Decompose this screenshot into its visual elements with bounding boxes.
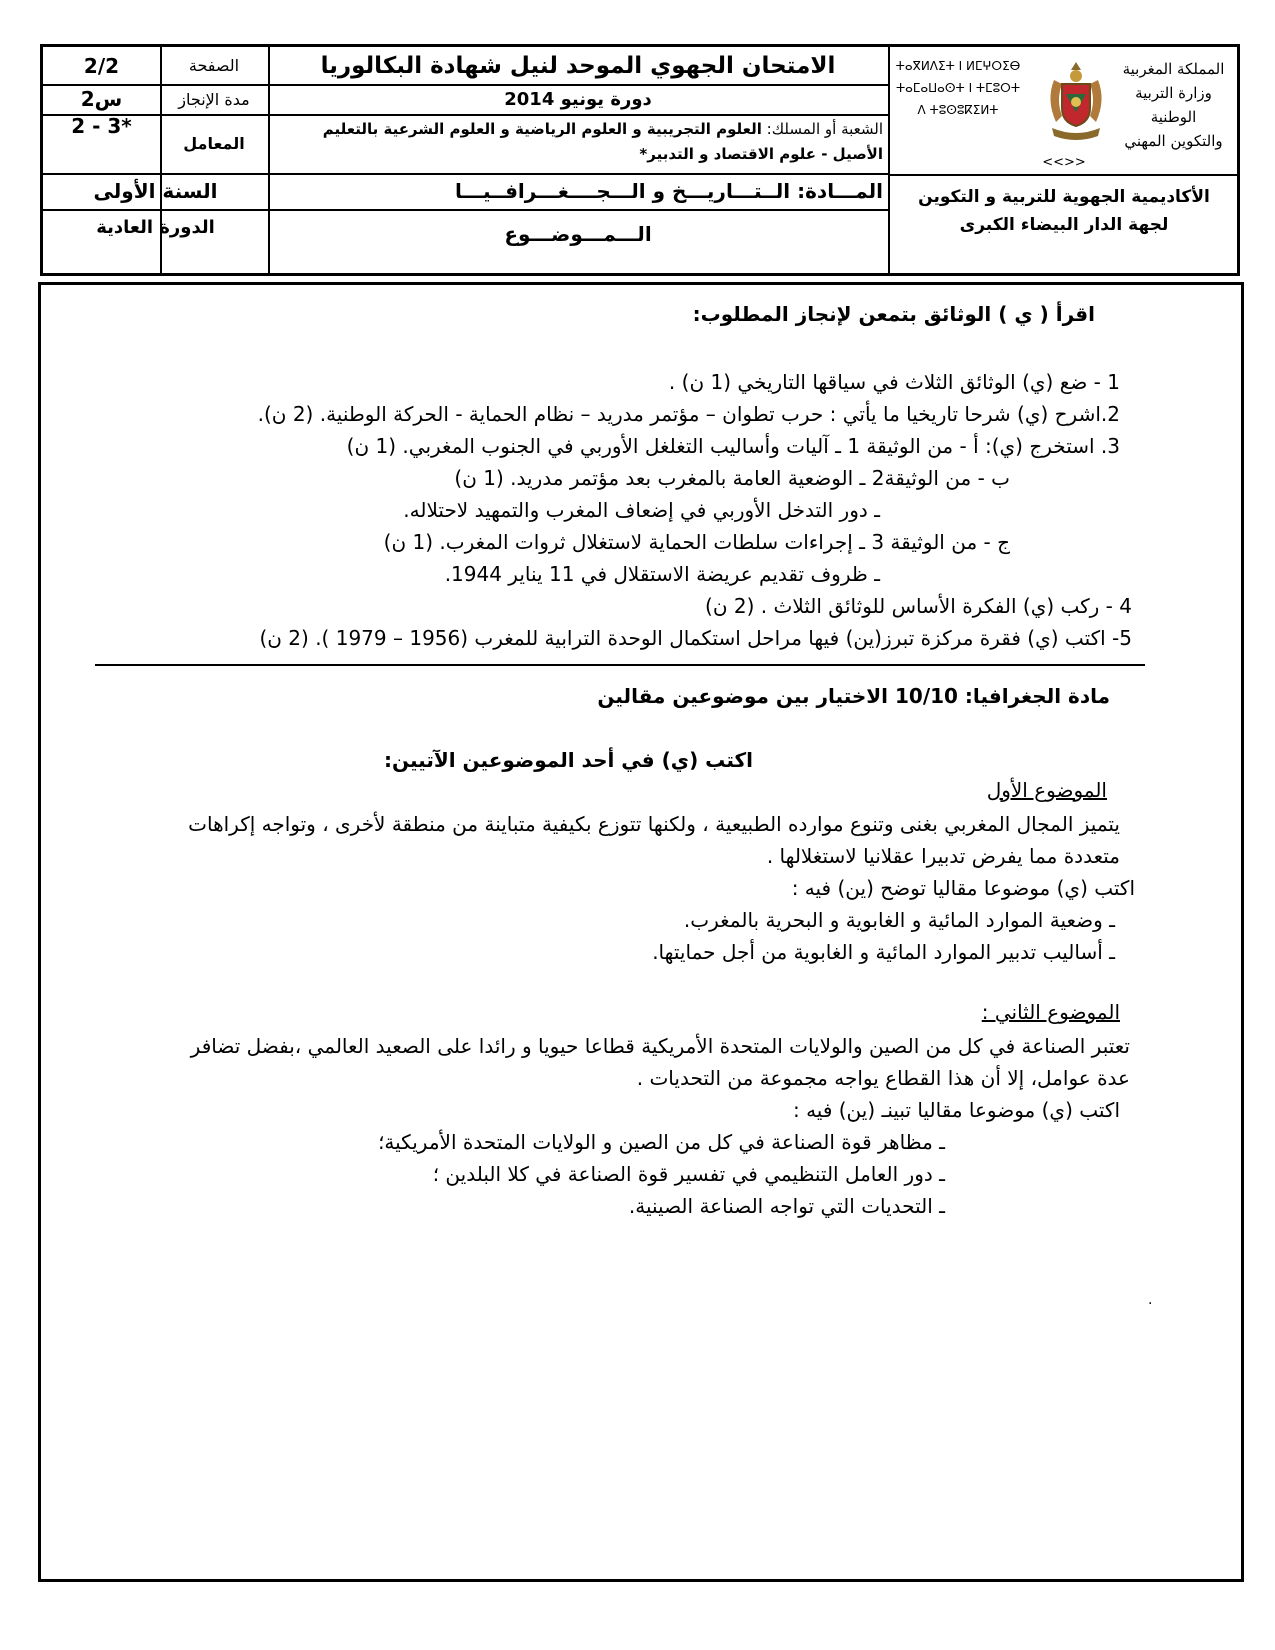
question-5: 5- اكتب (ي) فقرة مركزة تبرز(ين) فيها مراحل استكمال الوحدة الترابية للمغرب (1956 – 1979 ). (2 ن)	[259, 626, 1132, 650]
kingdom-name: المملكة المغربية	[1122, 60, 1225, 78]
ministry-name-2: والتكوين المهني	[1124, 132, 1223, 150]
topic-2-bullet-1: ـ مظاهر قوة الصناعة في كل من الصين و الولايات المتحدة الأمريكية؛	[378, 1130, 945, 1154]
topic-2-bullet-2: ـ دور العامل التنظيمي في تفسير قوة الصناعة في كلا البلدين ؛	[432, 1162, 945, 1186]
geography-header: مادة الجغرافيا: 10/10 الاختيار بين موضوعين مقالين	[597, 684, 1110, 708]
question-3c: ج - من الوثيقة 3 ـ إجراءات سلطات الحماية لاستغلال ثروات المغرب. (1 ن)	[383, 530, 1010, 554]
ministry-block	[1111, 57, 1236, 153]
subject-title: المـــادة: الــتـــاريـــخ و الـــجــــغـــرافــيـــا	[454, 179, 883, 203]
topic-2-title: الموضوع الثاني :	[981, 1000, 1120, 1024]
subject-heading: الـــمـــوضـــوع	[504, 222, 652, 246]
history-instruction: اقرأ ( ي ) الوثائق بتمعن لإنجاز المطلوب:	[692, 302, 1095, 326]
branch-line-2: الأصيل - علوم الاقتصاد و التدبير*	[639, 145, 883, 163]
topic-2-task: اكتب (ي) موضوعا مقاليا تبينـ (ين) فيه :	[792, 1098, 1120, 1122]
topic-2-bullet-3: ـ التحديات التي تواجه الصناعة الصينية.	[628, 1194, 945, 1218]
year-level: السنة الأولى	[93, 179, 218, 203]
branch-line-1: العلوم التجريبية و العلوم الرياضية و العلوم الشرعية بالتعليم	[322, 120, 762, 138]
topic-1-text-1: يتميز المجال المغربي بغنى وتنوع موارده الطبيعية ، ولكنها تتوزع بكيفية متباينة من منطقة لأخرى ، وتواجه إكراهات	[188, 812, 1120, 836]
academy-region: لجهة الدار البيضاء الكبرى	[959, 215, 1169, 235]
branch-label: الشعبة أو المسلك:	[766, 120, 883, 138]
section-divider	[95, 664, 1145, 666]
coefficient-value: 2 - 3*	[71, 114, 132, 138]
coefficient-label: المعامل	[183, 134, 245, 153]
academy-name: الأكاديمية الجهوية للتربية و التكوين	[918, 187, 1210, 207]
stray-dot: .	[1148, 1292, 1153, 1308]
duration-value: 2س	[80, 87, 123, 111]
question-3a: 3. استخرج (ي): أ - من الوثيقة 1 ـ آليات وأساليب التغلغل الأوربي في الجنوب المغربي. (1 ن)	[346, 434, 1120, 458]
tifinagh-line-3: ⴷ ⵜⵓⵙⵓⴽⵉⵍⵜ	[917, 103, 999, 117]
question-4: 4 - ركب (ي) الفكرة الأساس للوثائق الثلاث . (2 ن)	[705, 594, 1132, 618]
question-3c-2: ـ ظروف تقديم عريضة الاستقلال في 11 يناير 1944.	[444, 562, 880, 586]
question-3b: ب - من الوثيقة2 ـ الوضعية العامة بالمغرب بعد مؤتمر مدريد. (1 ن)	[454, 466, 1010, 490]
branch-box	[271, 117, 883, 173]
topic-1-bullet-2: ـ أساليب تدبير الموارد المائية و الغابوية من أجل حمايتها.	[652, 940, 1115, 964]
academy-block	[891, 183, 1237, 239]
duration-label: مدة الإنجاز	[178, 89, 250, 109]
page-label: الصفحة	[188, 56, 240, 75]
topic-1-task: اكتب (ي) موضوعا مقاليا توضح (ين) فيه :	[791, 876, 1135, 900]
session-type: الدورة العادية	[96, 216, 215, 238]
topic-2-text-2: عدة عوامل، إلا أن هذا القطاع يواجه مجموعة من التحديات .	[636, 1066, 1130, 1090]
exam-title: الامتحان الجهوي الموحد لنيل شهادة البكالوريا	[320, 52, 836, 79]
question-1: 1 - ضع (ي) الوثائق الثلاث في سياقها التاريخي (1 ن) .	[668, 370, 1120, 394]
divider	[888, 174, 1240, 176]
tifinagh-line-1: ⵜⴰⴳⵍⴷⵉⵜ ⵏ ⵍⵎⵖⵔⵉⴱ	[895, 59, 1021, 73]
topic-1-bullet-1: ـ وضعية الموارد المائية و الغابوية و البحرية بالمغرب.	[683, 908, 1115, 932]
question-2: 2.اشرح (ي) شرحا تاريخيا ما يأتي : حرب تطوان – مؤتمر مدريد – نظام الحماية - الحركة الوطنية. (2 ن).	[257, 402, 1120, 426]
session-date: دورة يونيو 2014	[504, 88, 652, 110]
tifinagh-line-2: ⵜⴰⵎⴰⵡⴰⵙⵜ ⵏ ⵜⵎⵓⵔⵜ	[895, 81, 1021, 95]
code-mark: <<>>	[1042, 154, 1086, 170]
tifinagh-block	[893, 55, 1023, 121]
topic-2-text-1: تعتبر الصناعة في كل من الصين والولايات المتحدة الأمريكية قطاعا حيويا و رائدا على الصعيد العالمي ،بفضل تضافر	[190, 1034, 1130, 1058]
coat-of-arms-logo	[1042, 56, 1110, 148]
ministry-name: وزارة التربية الوطنية	[1135, 84, 1212, 126]
topic-1-text-2: متعددة مما يفرض تدبيرا عقلانيا لاستغلالها .	[766, 844, 1120, 868]
page-number: 2/2	[83, 53, 120, 78]
topic-1-title: الموضوع الأول	[986, 778, 1107, 802]
geography-instruction: اكتب (ي) في أحد الموضوعين الآتيين:	[384, 748, 753, 772]
question-3b-2: ـ دور التدخل الأوربي في إضعاف المغرب والتمهيد لاحتلاله.	[403, 498, 880, 522]
